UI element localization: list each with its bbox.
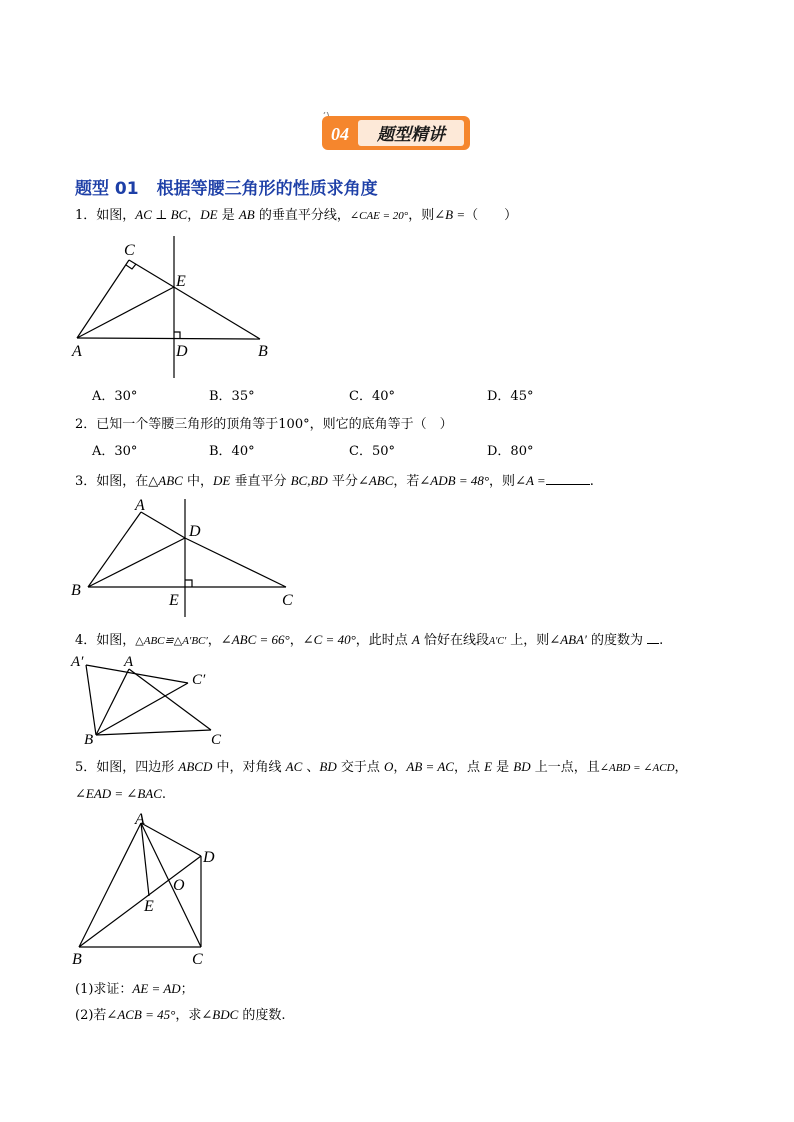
q3-text: 平分 [327, 474, 358, 489]
q5-text: 的度数. [238, 1008, 286, 1023]
q5-text: 中，对角线 [212, 760, 286, 775]
q2-choice-a: A．30° [92, 444, 138, 459]
q5-math: ∠EAD = ∠BAC [75, 786, 162, 801]
q4-math: ∠C = 40° [302, 632, 356, 647]
q1-choice-d: D．45° [487, 389, 534, 404]
q4-text: 上，则 [506, 633, 550, 648]
q4-math: A′C′ [489, 636, 507, 647]
q4-segment-bc [96, 730, 211, 735]
section-title-text: 根据等腰三角形的性质求角度 [156, 179, 378, 199]
section-header-badge [318, 112, 472, 152]
q1-segment-ab [77, 338, 260, 339]
q3-segment-dc [185, 538, 286, 587]
q5-label-a: A [135, 811, 145, 828]
q3-right-angle-e [185, 580, 192, 587]
q3-text: ，则 [489, 474, 516, 489]
q4-text: . [659, 633, 664, 648]
q5-text: 上一点，且 [530, 760, 600, 775]
q1-segment-ac [77, 260, 129, 338]
q1-choice-c: C．40° [349, 389, 395, 404]
q1-text: 是 [217, 208, 239, 223]
q5-math: ABCD [178, 759, 213, 774]
q1-text: ， [187, 208, 201, 223]
q1-text: ，则 [408, 208, 435, 223]
q3-label-d: D [189, 523, 201, 540]
q1-figure [70, 232, 290, 382]
q4-text: 恰好在线段 [419, 633, 490, 648]
q5-math: ∠BDC [201, 1007, 239, 1022]
q3-math: ∠ADB = 48° [419, 473, 490, 488]
q4-math: ∠ABC = 66° [220, 632, 290, 647]
q3-segment-bd [88, 538, 185, 587]
q5-math: BD [513, 759, 531, 774]
q5-text: (1)求证： [75, 982, 133, 997]
badge-number: 04 [331, 124, 349, 144]
question-5-line-2 [75, 786, 166, 803]
question-5-line-1 [75, 759, 688, 776]
q1-choice-b: B．35° [209, 389, 255, 404]
section-code: 题型 01 [75, 179, 139, 199]
question-2-stem: 2．已知一个等腰三角形的顶角等于100°，则它的底角等于（ ） [75, 417, 453, 432]
question-1-stem [75, 207, 517, 224]
q5-math: ∠ABD = ∠ACD [599, 762, 675, 774]
q4-text: ， [289, 633, 303, 648]
q3-math: ∠ABC [357, 473, 394, 488]
q3-label-c: C [282, 592, 293, 609]
q1-math: AC ⊥ BC [135, 207, 188, 222]
q5-text: ，求 [175, 1008, 202, 1023]
q1-text: 的垂直平分线， [254, 208, 350, 223]
q3-text: 垂直平分 [230, 474, 291, 489]
q4-segment-a1c1 [86, 665, 188, 683]
q3-text: 中， [182, 474, 213, 489]
q4-segment-a1b [86, 665, 96, 735]
q1-math: DE [200, 207, 218, 222]
q5-math: O [384, 759, 394, 774]
badge-title: 题型精讲 [377, 125, 445, 144]
q5-subquestion-2 [75, 1007, 286, 1024]
q5-segment-bd [79, 856, 201, 947]
q4-figure [68, 652, 228, 747]
q4-text: ， [207, 633, 221, 648]
q3-label-e: E [169, 592, 179, 609]
q3-label-b: B [71, 582, 81, 599]
q1-segment-cb [129, 260, 260, 339]
q5-math: E [484, 759, 493, 774]
q5-segment-ae [141, 823, 149, 896]
q5-label-d: D [203, 849, 215, 866]
q4-math: A [411, 632, 420, 647]
q5-segment-ab [79, 823, 141, 947]
q1-label-a: A [72, 343, 82, 360]
badge-graphic [318, 112, 472, 152]
q5-text: 5．如图，四边形 [75, 760, 179, 775]
q5-label-c: C [192, 951, 203, 968]
q3-text: . [589, 474, 594, 489]
q4-text: ，此时点 [355, 633, 412, 648]
q4-text: 的度数为 [586, 633, 648, 648]
q1-label-d: D [176, 343, 188, 360]
q3-segment-ab [88, 512, 141, 587]
section-title [75, 174, 378, 199]
q3-text: 3．如图，在 [75, 474, 149, 489]
q4-text: 4．如图， [75, 633, 136, 648]
q5-subquestion-1 [75, 981, 194, 998]
q3-answer-blank [546, 472, 590, 485]
q5-segment-ad [141, 823, 201, 856]
q4-math: △ABC≌△A′BC′ [135, 635, 208, 647]
q1-math: ∠B = [434, 207, 466, 222]
q1-math: ∠CAE = 20° [349, 210, 409, 222]
question-3-stem [75, 472, 594, 490]
q4-label-c: C [211, 732, 222, 747]
q1-text: （ ） [465, 208, 518, 223]
q3-text: ，若 [393, 474, 420, 489]
q5-text: . [161, 787, 167, 802]
q1-right-angle-d [174, 332, 180, 338]
q2-choice-d: D．80° [487, 444, 534, 459]
q5-text: 是 [492, 760, 514, 775]
q4-label-b: B [84, 732, 94, 747]
q3-segment-ad [141, 512, 185, 538]
q5-text: ，点 [453, 760, 485, 775]
q1-right-angle-c [126, 264, 136, 269]
q1-label-c: C [124, 242, 135, 259]
q1-text: 1．如图， [75, 208, 136, 223]
q1-choice-a: A．30° [92, 389, 138, 404]
q5-label-e: E [144, 898, 154, 915]
q1-label-e: E [176, 273, 186, 290]
question-4-stem [75, 631, 663, 650]
q3-math: DE [212, 473, 231, 488]
q5-label-b: B [72, 951, 82, 968]
q4-label-c-prime: C′ [192, 672, 206, 688]
q5-segment-ac [141, 823, 201, 947]
q5-text: (2)若 [75, 1008, 107, 1023]
q3-math: BC,BD [290, 473, 328, 488]
q3-math: ∠A = [515, 473, 546, 488]
q4-label-a-prime: A′ [71, 654, 84, 670]
q5-math: AE = AD [132, 981, 181, 996]
q1-label-b: B [258, 343, 268, 360]
q5-math: AC [285, 759, 303, 774]
q5-math: AB = AC [406, 759, 454, 774]
q5-text: ； [180, 982, 194, 997]
q5-math: ∠ACB = 45° [106, 1007, 176, 1022]
q5-figure [68, 808, 228, 973]
q5-label-o: O [173, 877, 185, 894]
q4-label-a: A [124, 654, 134, 670]
q5-text: ， [674, 760, 688, 775]
q5-text: 、 [302, 760, 320, 775]
q4-answer-blank [647, 631, 659, 644]
q5-text: ， [393, 760, 407, 775]
q1-segment-ae [77, 287, 174, 338]
q3-label-a: A [135, 497, 145, 514]
q1-math: AB [238, 207, 255, 222]
q4-segment-bc1 [96, 683, 188, 735]
q3-math: △ABC [148, 473, 183, 488]
q5-text: 交于点 [336, 760, 384, 775]
q5-math: BD [319, 759, 337, 774]
q3-figure [68, 495, 308, 620]
q2-choice-b: B．40° [209, 444, 255, 459]
q2-choice-c: C．50° [349, 444, 395, 459]
q4-math: ∠ABA′ [549, 632, 587, 647]
